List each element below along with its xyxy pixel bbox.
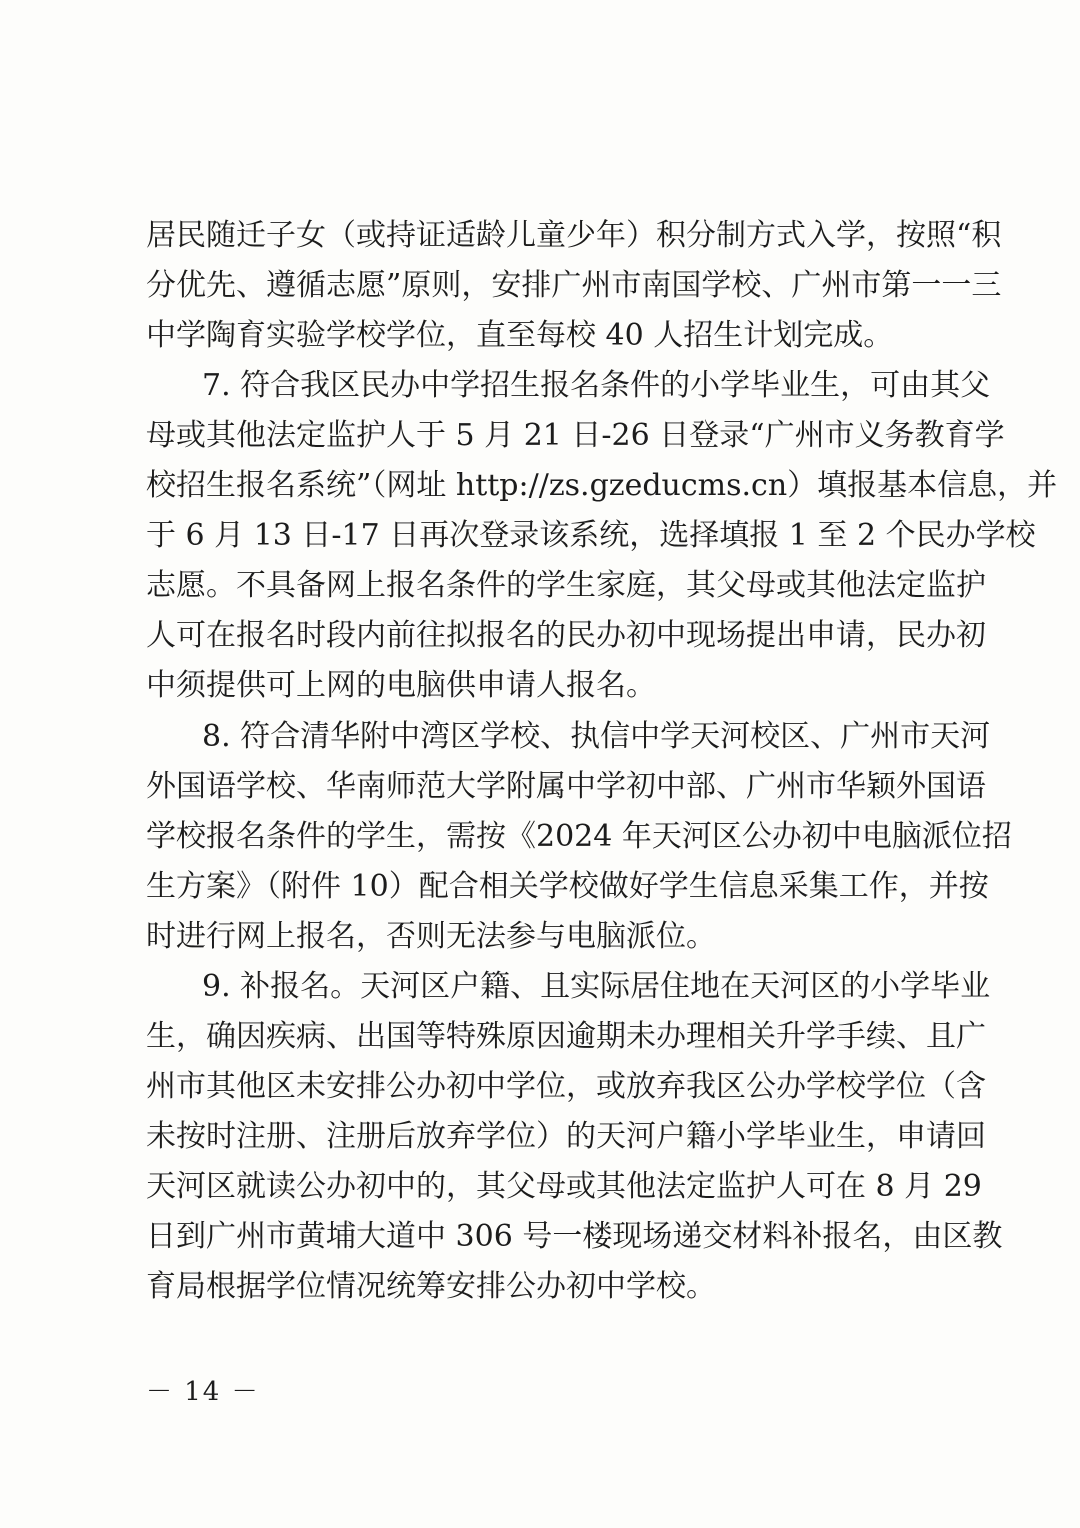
paragraph-9-line-5: 天河区就读公办初中的，其父母或其他法定监护人可在 8 月 29 — [146, 1169, 982, 1204]
paragraph-6-line-1: 居民随迁子女（或持证适龄儿童少年）积分制方式入学，按照“积 — [146, 218, 1002, 253]
paragraph-9-line-2: 生，确因疾病、出国等特殊原因逾期未办理相关升学手续、且广 — [146, 1019, 986, 1054]
paragraph-9-line-3: 州市其他区未安排公办初中学位，或放弃我区公办学校学位（含 — [146, 1069, 986, 1104]
paragraph-8-line-5: 时进行网上报名，否则无法参与电脑派位。 — [146, 919, 716, 954]
paragraph-7-line-4: 于 6 月 13 日-17 日再次登录该系统，选择填报 1 至 2 个民办学校 — [146, 518, 1036, 553]
paragraph-8-line-1: 8. 符合清华附中湾区学校、执信中学天河校区、广州市天河 — [202, 719, 991, 754]
paragraph-7-line-2: 母或其他法定监护人于 5 月 21 日-26 日登录“广州市义务教育学 — [146, 418, 1005, 453]
paragraph-7-line-7: 中须提供可上网的电脑供申请人报名。 — [146, 668, 656, 703]
paragraph-6-line-2: 分优先、遵循志愿”原则，安排广州市南国学校、广州市第一一三 — [146, 268, 1002, 303]
paragraph-7-line-3: 校招生报名系统”（网址 http://zs.gzeducms.cn）填报基本信息，并 — [146, 468, 1058, 503]
paragraph-8-line-2: 外国语学校、华南师范大学附属中学初中部、广州市华颖外国语 — [146, 769, 986, 804]
paragraph-9-line-4: 未按时注册、注册后放弃学位）的天河户籍小学毕业生，申请回 — [146, 1119, 986, 1154]
paragraph-7-line-6: 人可在报名时段内前往拟报名的民办初中现场提出申请，民办初 — [146, 618, 986, 653]
paragraph-9-line-6: 日到广州市黄埔大道中 306 号一楼现场递交材料补报名，由区教 — [146, 1219, 1003, 1254]
paragraph-7-line-1: 7. 符合我区民办中学招生报名条件的小学毕业生，可由其父 — [202, 368, 991, 403]
paragraph-6-line-3: 中学陶育实验学校学位，直至每校 40 人招生计划完成。 — [146, 318, 894, 353]
paragraph-8-line-3: 学校报名条件的学生，需按《2024 年天河区公办初中电脑派位招 — [146, 819, 1012, 854]
paragraph-7-line-5: 志愿。不具备网上报名条件的学生家庭，其父母或其他法定监护 — [146, 568, 986, 603]
paragraph-9-line-7: 育局根据学位情况统筹安排公办初中学校。 — [146, 1269, 716, 1304]
paragraph-9-line-1: 9. 补报名。天河区户籍、且实际居住地在天河区的小学毕业 — [202, 969, 991, 1004]
page-number: － 14 － — [146, 1377, 260, 1407]
paragraph-8-line-4: 生方案》（附件 10）配合相关学校做好学生信息采集工作，并按 — [146, 869, 989, 904]
